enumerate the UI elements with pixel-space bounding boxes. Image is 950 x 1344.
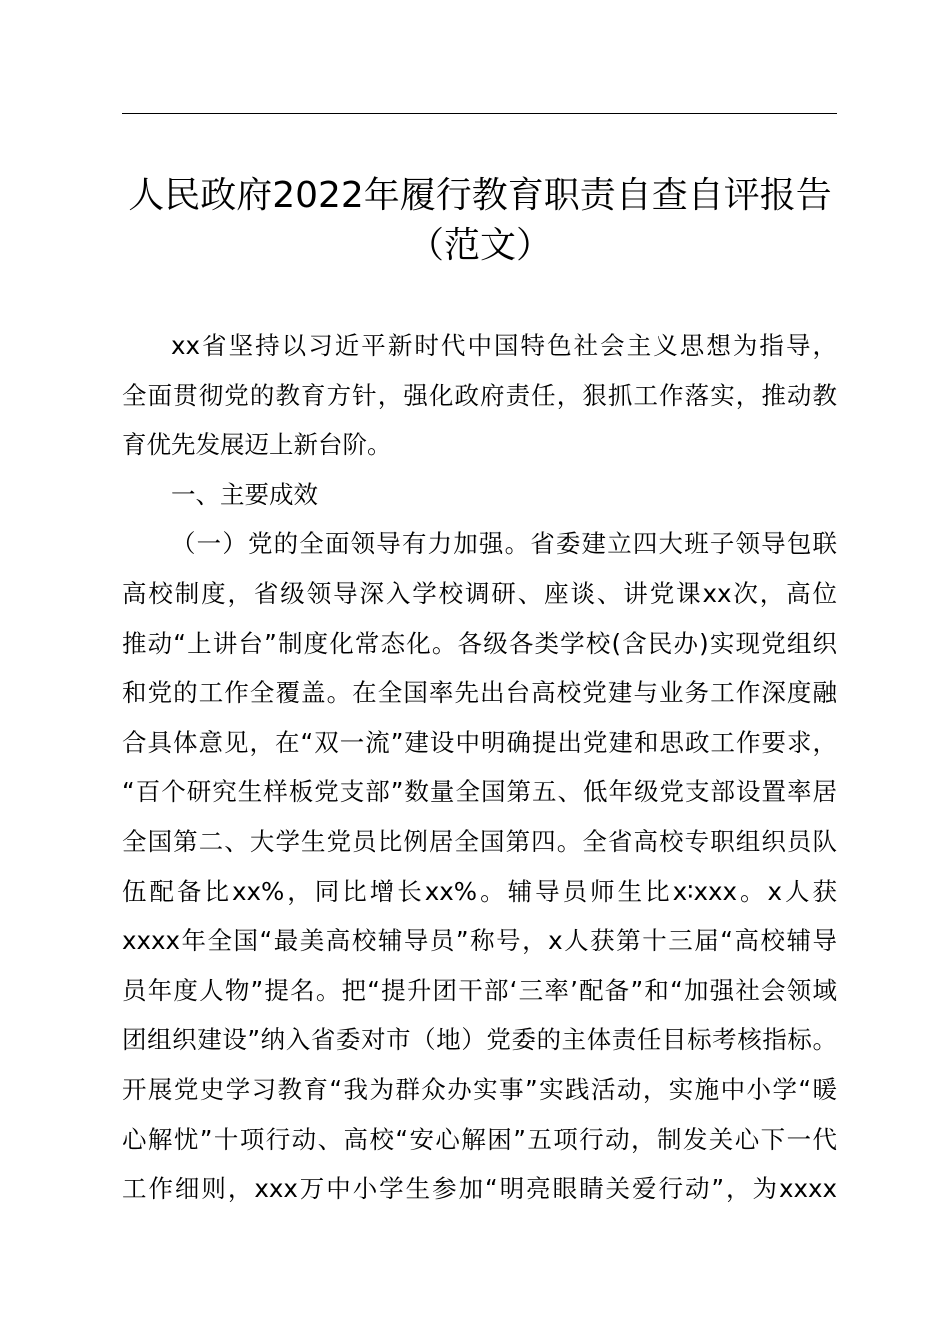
paragraph-line: 和党的工作全覆盖。在全国率先出台高校党建与业务工作深度融 (122, 678, 837, 708)
document-title-subtitle: （范文） (407, 225, 552, 266)
paragraph-line: （一）党的全面领导有力加强。省委建立四大班子领导包联 (171, 529, 837, 559)
paragraph-line: “百个研究生样板党支部”数量全国第五、低年级党支部设置率居 (122, 777, 837, 807)
document-title: 人民政府2022年履行教育职责自查自评报告 (128, 175, 832, 216)
paragraph-line: 高校制度，省级领导深入学校调研、座谈、讲党课xx次，高位 (122, 578, 837, 608)
paragraph-line: 员年度人物”提名。把“提升团干部‘三率’配备”和“加强社会领域 (122, 975, 837, 1005)
paragraph-line: 合具体意见，在“双一流”建设中明确提出党建和思政工作要求， (122, 727, 837, 757)
paragraph-line: 全国第二、大学生党员比例居全国第四。全省高校专职组织员队 (122, 826, 837, 856)
section-heading: 一、主要成效 (171, 479, 318, 509)
paragraph-line: 育优先发展迈上新台阶。 (122, 430, 392, 460)
paragraph-line: 全面贯彻党的教育方针，强化政府责任，狠抓工作落实，推动教 (122, 380, 837, 410)
paragraph-line: 心解忧”十项行动、高校“安心解困”五项行动，制发关心下一代 (122, 1124, 837, 1154)
paragraph-line: xx省坚持以习近平新时代中国特色社会主义思想为指导， (171, 331, 837, 360)
paragraph-line: 推动“上讲台”制度化常态化。各级各类学校(含民办)实现党组织 (122, 628, 837, 658)
paragraph-line: 开展党史学习教育“我为群众办实事”实践活动，实施中小学“暖 (122, 1074, 837, 1104)
paragraph-line: 工作细则，xxx万中小学生参加“明亮眼睛关爱行动”，为xxxx (122, 1174, 837, 1204)
header-rule (122, 113, 837, 114)
paragraph-line: xxxx年全国“最美高校辅导员”称号，x人获第十三届“高校辅导 (122, 926, 837, 956)
document-body (122, 321, 837, 1214)
paragraph-line: 伍配备比xx%，同比增长xx%。辅导员师生比x∶xxx。x人获 (122, 876, 837, 906)
paragraph-line: 团组织建设”纳入省委对市（地）党委的主体责任目标考核指标。 (122, 1025, 837, 1055)
